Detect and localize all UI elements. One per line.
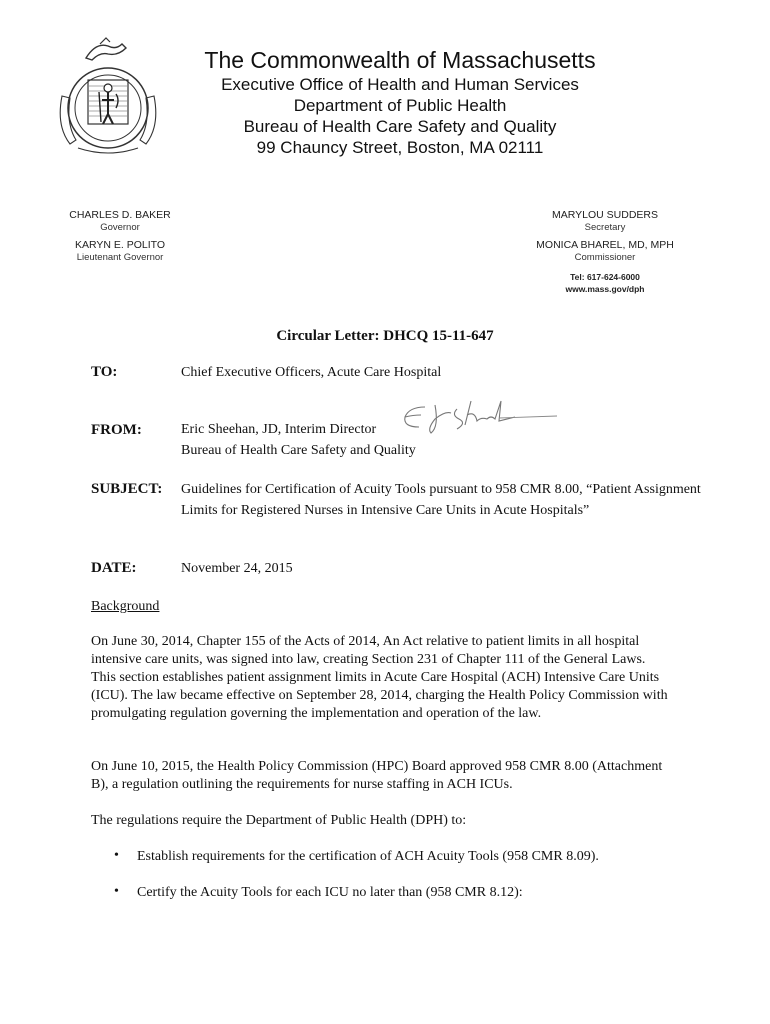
agency-bureau: Bureau of Health Care Safety and Quality (243, 117, 557, 136)
contact-website: www.mass.gov/dph (565, 284, 645, 294)
from-name: Eric Sheehan, JD, Interim Director (181, 422, 377, 437)
governor-title: Governor (100, 222, 140, 233)
commissioner-title: Commissioner (574, 252, 636, 263)
background-paragraph-2: On June 10, 2015, the Health Policy Commission (HPC) Board approved 958 CMR 8.00 (Attachment B), a regulation outlining the requirements for nurse staffing in ACH ICUs. (91, 759, 663, 792)
lt-governor-title: Lieutenant Governor (76, 252, 164, 263)
bullet-marker: • (114, 884, 119, 899)
subject-value: Guidelines for Certification of Acuity Tools pursuant to 958 CMR 8.00, “Patient Assignment Limits for Registered Nurses in Intensive Care Units in Acute Hospitals” (181, 482, 701, 518)
date-value: November 24, 2015 (181, 561, 293, 576)
circular-letter-number: Circular Letter: DHCQ 15-11-647 (276, 328, 494, 344)
agency-department: Department of Public Health (293, 96, 507, 115)
agency-title: The Commonwealth of Massachusetts (204, 47, 596, 73)
secretary-title: Secretary (584, 222, 626, 233)
contact-phone: Tel: 617-624-6000 (570, 272, 640, 282)
date-label: DATE: (91, 560, 137, 576)
background-paragraph-1: On June 30, 2014, Chapter 155 of the Acts of 2014, An Act relative to patient limits in all hospital intensive care units, was signed into law, creating Section 231 of Chapter 111 of the General Laws. This section establishes patient assignment limits in Acute Care Hospital (ACH) Intensive Care Units (ICU). The law became effective on September 28, 2014, charging the Health Policy Commission with promulgating regulation governing the implementation and operation of the law. (91, 634, 668, 721)
lt-governor-name: KARYN E. POLITO (74, 239, 166, 251)
to-label: TO: (91, 364, 118, 380)
bullet-marker: • (114, 848, 119, 863)
governor-name: CHARLES D. BAKER (69, 209, 171, 221)
agency-office: Executive Office of Health and Human Services (221, 75, 579, 94)
bullet-item: Establish requirements for the certification of ACH Acuity Tools (958 CMR 8.09). (137, 849, 599, 864)
commonwealth-seal-logo (56, 36, 160, 156)
to-value: Chief Executive Officers, Acute Care Hospital (181, 365, 442, 380)
background-heading: Background (91, 599, 160, 614)
from-bureau: Bureau of Health Care Safety and Quality (181, 443, 416, 458)
from-label: FROM: (91, 422, 142, 438)
subject-label: SUBJECT: (91, 481, 163, 497)
commissioner-name: MONICA BHAREL, MD, MPH (536, 239, 674, 251)
secretary-name: MARYLOU SUDDERS (552, 209, 658, 221)
bullet-item: Certify the Acuity Tools for each ICU no later than (958 CMR 8.12): (137, 885, 523, 900)
background-paragraph-3: The regulations require the Department of Public Health (DPH) to: (91, 813, 467, 828)
agency-address: 99 Chauncy Street, Boston, MA 02111 (256, 138, 544, 157)
